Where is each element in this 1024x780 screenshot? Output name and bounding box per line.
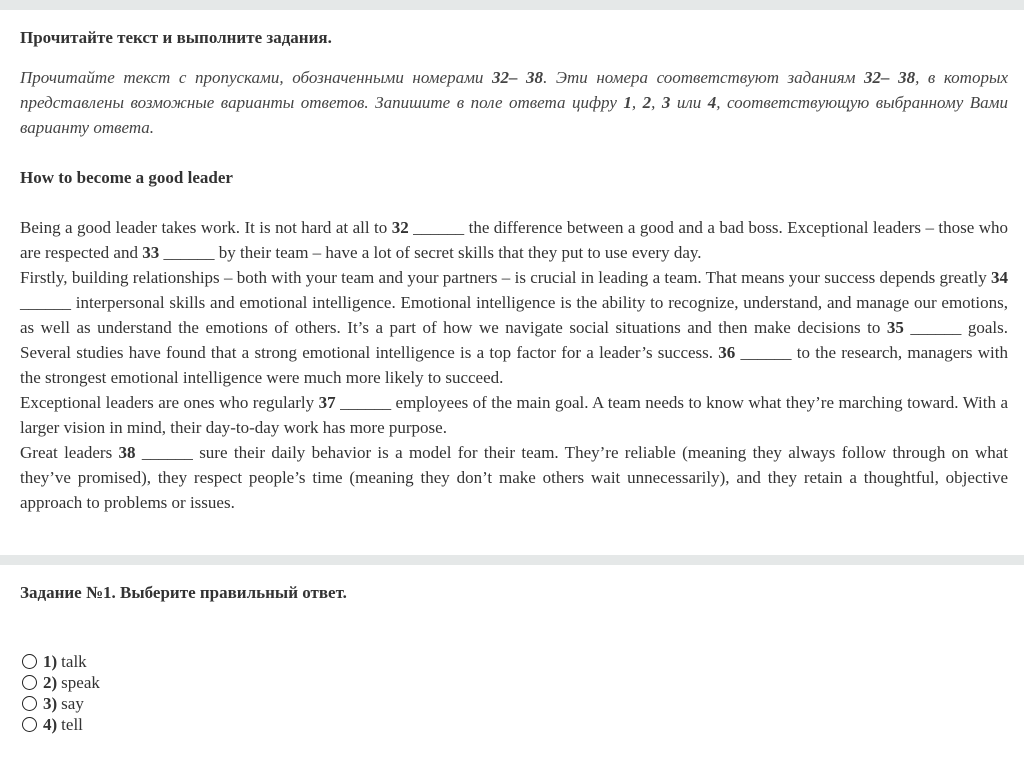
gap-number-35: 35 — [886, 318, 904, 337]
passage-text: Being a good leader takes work. It is not hard at all to — [20, 218, 392, 237]
gap-blank-36: ______ — [740, 343, 792, 362]
passage-text: employees of the main goal. A team needs to know what they’re marching toward. With a larger vision in mind, their day-to-day work has more purpose. — [20, 393, 1009, 437]
task-heading: Задание №1. Выберите правильный ответ. — [20, 583, 347, 602]
gap-blank-33: ______ — [163, 243, 215, 262]
option-number: 4) — [43, 714, 58, 734]
text-title: How to become a good leader — [20, 168, 233, 187]
instructions-digit: 1 — [623, 93, 632, 112]
answer-option-1[interactable] — [20, 651, 100, 672]
gap-number-34: 34 — [991, 268, 1008, 287]
instructions-text: , в которых представлены возможные варианты ответов. Запишите в поле ответа цифру — [20, 68, 1009, 112]
option-label: say — [61, 693, 84, 713]
page-title: Прочитайте текст и выполните задания. — [20, 28, 332, 47]
option-label: speak — [61, 672, 100, 692]
paragraph-3 — [20, 390, 1008, 440]
passage-text: goals. Several studies have found that a strong emotional intelligence is a top factor for a leader’s success. — [20, 318, 1008, 362]
passage — [20, 215, 1008, 515]
section-separator — [0, 555, 1024, 565]
instructions-digit: 4 — [707, 93, 717, 112]
gap-number-33: 33 — [142, 243, 160, 262]
gap-number-36: 36 — [718, 343, 736, 362]
gap-blank-38: ______ — [141, 443, 193, 462]
main-heading — [20, 28, 1008, 48]
passage-text: the difference between a good and a bad boss. Exceptional leaders – those who are respected and — [20, 218, 1009, 262]
gap-blank-37: ______ — [340, 393, 392, 412]
gap-blank-34: ______ — [20, 293, 71, 312]
instructions — [20, 65, 1008, 140]
option-number: 2) — [43, 672, 58, 692]
answer-option-3[interactable] — [20, 693, 100, 714]
instructions-digit: 2 — [642, 93, 652, 112]
passage-text: to the research, managers with the strongest emotional intelligence were much more likely to succeed. — [20, 343, 1008, 387]
paragraph-2 — [20, 265, 1008, 390]
gap-blank-32: ______ — [413, 218, 465, 237]
answer-option-2[interactable] — [20, 672, 100, 693]
text-title-block — [20, 168, 1008, 188]
option-number: 1) — [43, 651, 58, 671]
answer-options — [20, 651, 100, 735]
paragraph-1 — [20, 215, 1008, 265]
radio-button[interactable] — [22, 675, 37, 690]
instructions-separator: , — [631, 93, 643, 112]
instructions-separator: , — [651, 93, 662, 112]
radio-button[interactable] — [22, 654, 37, 669]
task-heading-block — [20, 583, 1008, 603]
option-label: tell — [61, 714, 83, 734]
option-label: talk — [61, 651, 87, 671]
gap-number-32: 32 — [391, 218, 409, 237]
instructions-text: . Эти номера соответствуют заданиям — [543, 68, 865, 87]
instructions-separator: или — [670, 93, 708, 112]
passage-text: Great leaders — [20, 443, 119, 462]
passage-text: sure their daily behavior is a model for their team. They’re reliable (meaning they always follow through on what they’ve promised), they respect people’s time (meaning they don’t make others wait unnecessarily), and they retain a thoughtful, objective approach to problems or issues. — [20, 443, 1009, 512]
instructions-range: 32– 38 — [864, 68, 916, 87]
passage-text: interpersonal skills and emotional intelligence. Emotional intelligence is the ability to recognize, understand, and manage our emotions, as well as understand the emotions of others. It’s a part of how we navigate social situations and then make decisions to — [20, 293, 1008, 337]
passage-text: by their team – have a lot of secret skills that they put to use every day. — [214, 243, 702, 262]
radio-button[interactable] — [22, 696, 37, 711]
gap-number-38: 38 — [118, 443, 136, 462]
instructions-text: , соответствующую выбранному Вами варианту ответа. — [20, 93, 1009, 137]
instructions-digit: 3 — [661, 93, 671, 112]
answer-option-4[interactable] — [20, 714, 100, 735]
instructions-range: 32– 38 — [491, 68, 544, 87]
paragraph-4 — [20, 440, 1008, 515]
gap-blank-35: ______ — [910, 318, 962, 337]
passage-text: Firstly, building relationships – both with your team and your partners – is crucial in leading a team. That means your success depends greatly — [20, 268, 991, 287]
instructions-text: Прочитайте текст с пропусками, обозначенными номерами — [20, 68, 492, 87]
passage-text: Exceptional leaders are ones who regularly — [20, 393, 319, 412]
gap-number-37: 37 — [318, 393, 336, 412]
radio-button[interactable] — [22, 717, 37, 732]
top-separator — [0, 0, 1024, 10]
option-number: 3) — [43, 693, 58, 713]
